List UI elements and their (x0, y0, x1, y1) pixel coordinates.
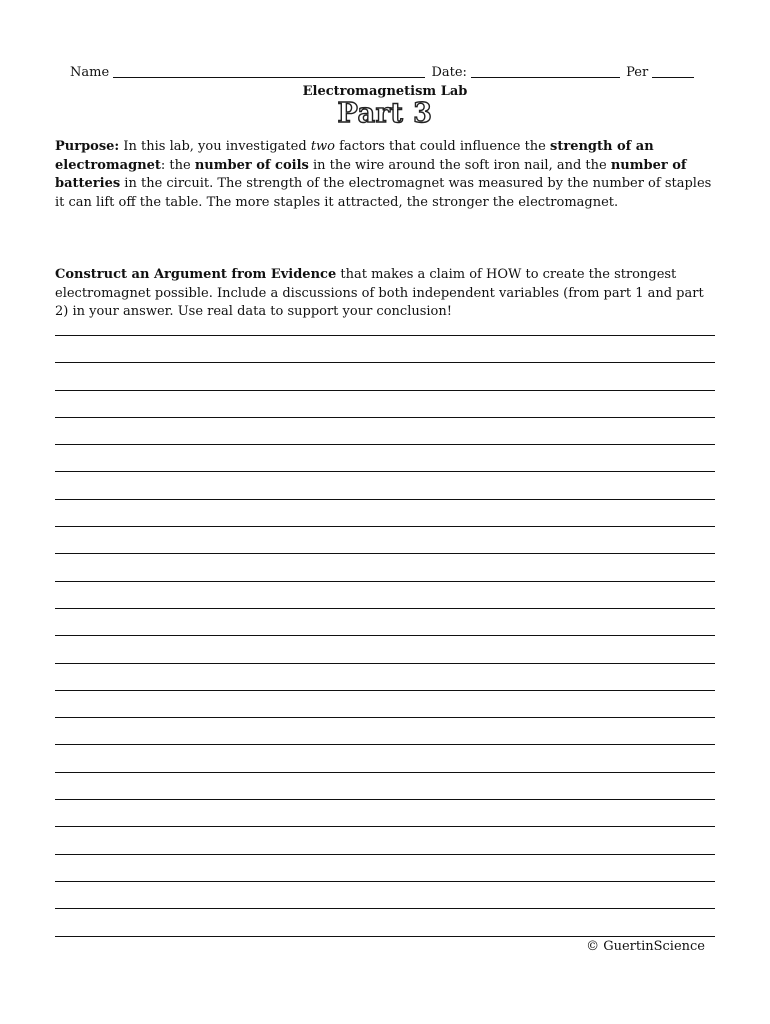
answer-line[interactable] (55, 335, 715, 336)
answer-line[interactable] (55, 744, 715, 745)
answer-line[interactable] (55, 936, 715, 937)
purpose-text: In this lab, you investigated (119, 139, 311, 154)
argument-prompt (55, 266, 715, 322)
name-label: Name (70, 65, 110, 80)
purpose-emphasis: two (310, 139, 335, 154)
argument-text: that makes a claim of HOW to create the strongest electromagnet possible. Include a discussions of both independent variables (from part 1 and part 2) in your answer. Use real data to support your conclusion! (55, 267, 704, 319)
answer-line[interactable] (55, 908, 715, 909)
date-label: Date: (431, 65, 467, 80)
answer-line[interactable] (55, 690, 715, 691)
copyright-footer: © GuertinScience (586, 939, 705, 954)
answer-line[interactable] (55, 526, 715, 527)
period-label: Per (626, 65, 649, 80)
answer-line[interactable] (55, 417, 715, 418)
answer-line[interactable] (55, 444, 715, 445)
answer-line[interactable] (55, 362, 715, 363)
period-field[interactable] (652, 64, 694, 78)
answer-line[interactable] (55, 772, 715, 773)
answer-line[interactable] (55, 717, 715, 718)
date-field[interactable] (471, 64, 620, 78)
name-field[interactable] (113, 64, 425, 78)
purpose-text: : the (160, 157, 195, 173)
answer-line[interactable] (55, 553, 715, 554)
page-title: Part 3 (337, 98, 433, 129)
answer-line[interactable] (55, 799, 715, 800)
answer-area[interactable] (55, 335, 715, 963)
lab-subtitle: Electromagnetism Lab (302, 84, 468, 99)
answer-line[interactable] (55, 499, 715, 500)
purpose-bold: number of coils (194, 157, 309, 173)
answer-line[interactable] (55, 581, 715, 582)
purpose-text: in the circuit. The strength of the electromagnet was measured by the number of staples it can lift off the table. The more staples it attracted, the stronger the electromagnet. (55, 176, 712, 210)
answer-line[interactable] (55, 471, 715, 472)
answer-line[interactable] (55, 854, 715, 855)
answer-line[interactable] (55, 826, 715, 827)
answer-line[interactable] (55, 608, 715, 609)
purpose-text: factors that could influence the (335, 139, 551, 154)
answer-line[interactable] (55, 390, 715, 391)
answer-line[interactable] (55, 635, 715, 636)
answer-line[interactable] (55, 881, 715, 882)
argument-heading: Construct an Argument from Evidence (55, 267, 337, 282)
purpose-bold: strength of an electromagnet (55, 139, 654, 173)
purpose-paragraph (55, 138, 715, 212)
purpose-label: Purpose: (55, 139, 120, 154)
purpose-bold: number of batteries (55, 157, 687, 191)
purpose-text: in the wire around the soft iron nail, and the (308, 157, 611, 173)
answer-line[interactable] (55, 663, 715, 664)
header-row (70, 64, 700, 80)
